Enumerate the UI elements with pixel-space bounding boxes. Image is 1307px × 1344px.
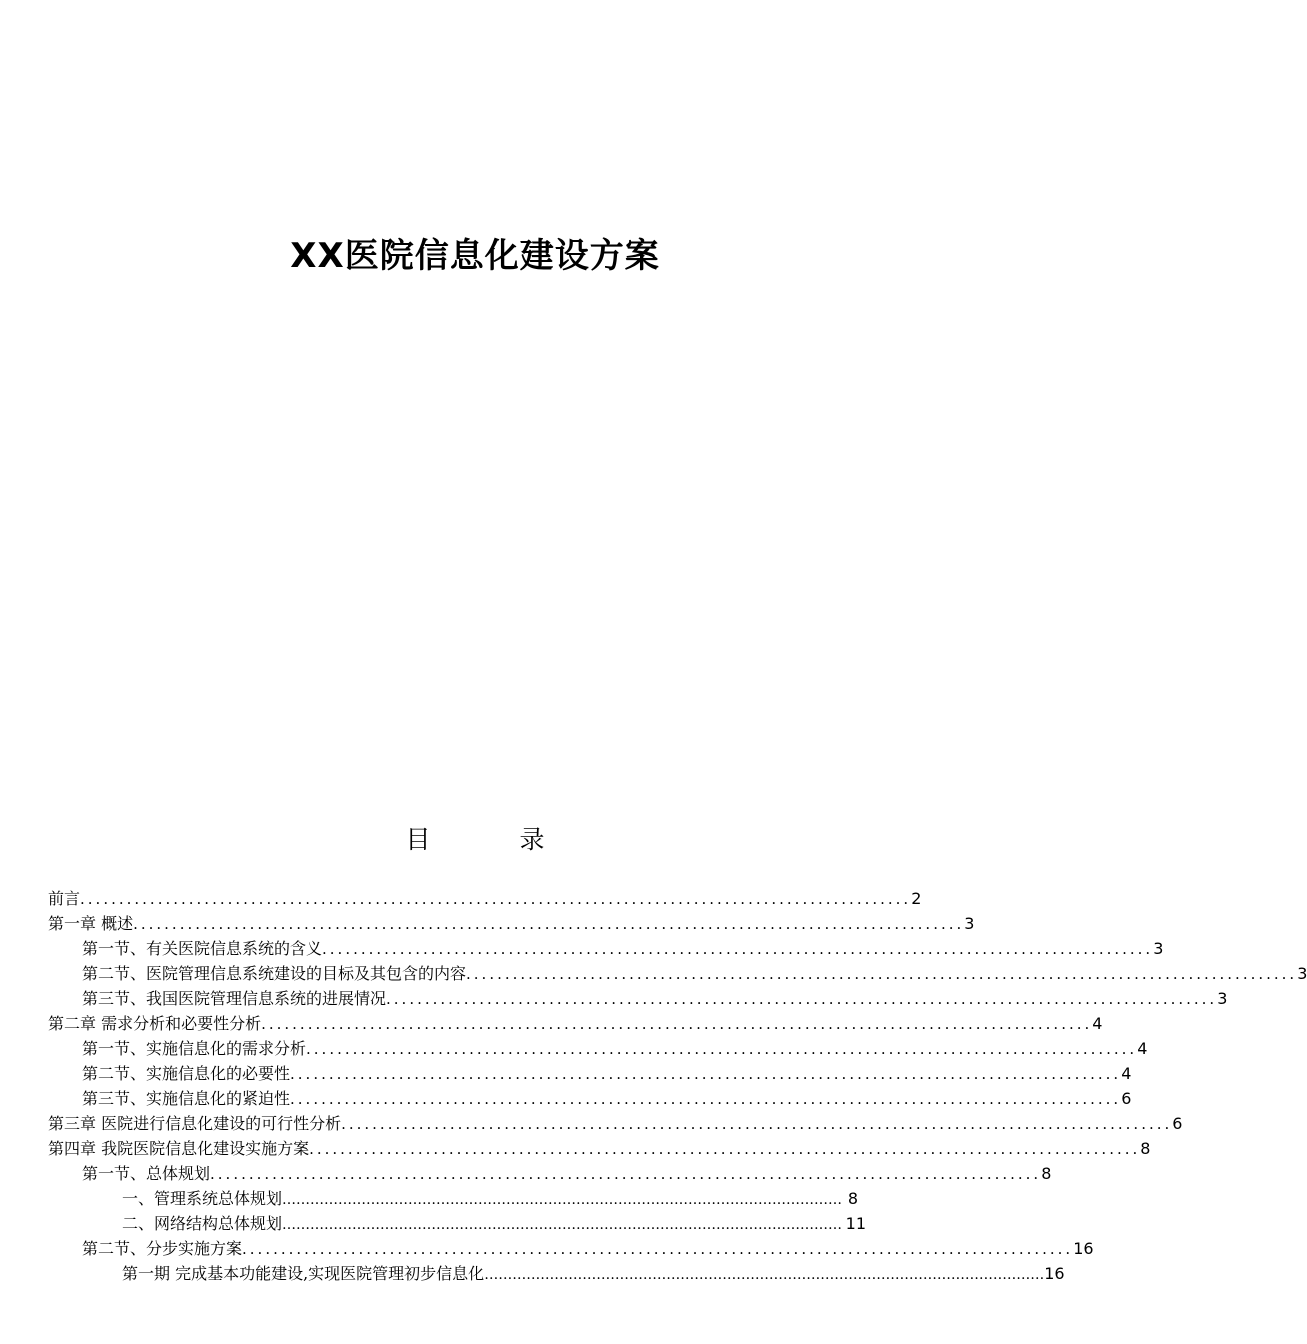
toc-entry-label: 第四章 我院医院信息化建设实施方案: [48, 1139, 310, 1158]
toc-page-number: 8: [847, 1189, 858, 1208]
toc-page-number: 6: [1121, 1089, 1132, 1108]
toc-page-number: 8: [1140, 1139, 1151, 1158]
toc-entry-ch1-sec2[interactable]: [82, 961, 1307, 986]
toc-entry-ch4-sec2[interactable]: [82, 1236, 1094, 1261]
toc-entry-ch1-sec1[interactable]: [82, 936, 1164, 961]
toc-leader: ...........................................................................................................: [341, 1115, 1173, 1133]
toc-page-number: 4: [1121, 1064, 1132, 1083]
toc-leader: ...........................................................................................................: [290, 1065, 1122, 1083]
toc-leader: ...........................................................................................................: [322, 940, 1154, 958]
toc-page-number: 3: [964, 914, 975, 933]
toc-page-number: 4: [1092, 1014, 1103, 1033]
toc-page-number: 4: [1137, 1039, 1148, 1058]
toc-page-number: 16: [1044, 1264, 1065, 1283]
toc-leader: …………………………………………………………………………………………………………: [282, 1217, 843, 1233]
toc-entry-label: 第三章 医院进行信息化建设的可行性分析: [48, 1114, 342, 1133]
toc-leader: …………………………………………………………………………………………………………: [484, 1267, 1045, 1283]
toc-leader: ...........................................................................................................: [386, 990, 1218, 1008]
toc-entry-chapter-4[interactable]: [48, 1136, 1151, 1161]
toc-leader: ...........................................................................................................: [261, 1015, 1093, 1033]
document-title: XX医院信息化建设方案: [290, 236, 660, 276]
toc-page-number: 16: [1073, 1239, 1094, 1258]
toc-entry-preface[interactable]: [48, 886, 922, 911]
toc-page-number: 8: [1041, 1164, 1052, 1183]
toc-entry-label: 第一期 完成基本功能建设,实现医院管理初步信息化: [122, 1264, 485, 1283]
toc-page-number: 2: [911, 889, 922, 908]
toc-leader: ...........................................................................................................: [309, 1140, 1141, 1158]
toc-entry-ch1-sec3[interactable]: [82, 986, 1228, 1011]
toc-entry-chapter-3[interactable]: [48, 1111, 1183, 1136]
toc-entry-label: 第一节、实施信息化的需求分析: [82, 1039, 307, 1058]
toc-entry-label: 第二节、医院管理信息系统建设的目标及其包含的内容: [82, 964, 467, 983]
toc-page-number: 11: [845, 1214, 866, 1233]
toc-entry-label: 前言: [48, 889, 81, 908]
toc-heading: 目 录: [405, 825, 577, 854]
toc-leader: …………………………………………………………………………………………………………: [282, 1192, 843, 1208]
toc-entry-label: 第一章 概述: [48, 914, 134, 933]
toc-entry-label: 第二章 需求分析和必要性分析: [48, 1014, 262, 1033]
toc-leader: ...........................................................................................................: [242, 1240, 1074, 1258]
toc-entry-ch4-sec1[interactable]: [82, 1161, 1052, 1186]
toc-entry-ch4-sec2-phase1[interactable]: [122, 1261, 1065, 1286]
toc-entry-label: 第三节、实施信息化的紧迫性: [82, 1089, 291, 1108]
toc-leader: ...........................................................................................................: [290, 1090, 1122, 1108]
toc-entry-label: 第二节、实施信息化的必要性: [82, 1064, 291, 1083]
toc-entry-chapter-1[interactable]: [48, 911, 975, 936]
toc-entry-ch2-sec3[interactable]: [82, 1086, 1132, 1111]
toc-leader: ...........................................................................................................: [466, 965, 1298, 983]
toc-entry-ch4-sec1-item2[interactable]: [122, 1211, 866, 1236]
toc-leader: ...........................................................................................................: [306, 1040, 1138, 1058]
toc-leader: ...........................................................................................................: [80, 890, 912, 908]
toc-entry-label: 第二节、分步实施方案: [82, 1239, 243, 1258]
toc-leader: ...........................................................................................................: [210, 1165, 1042, 1183]
toc-entry-label: 第一节、总体规划: [82, 1164, 211, 1183]
toc-entry-label: 一、管理系统总体规划: [122, 1189, 283, 1208]
toc-entry-chapter-2[interactable]: [48, 1011, 1103, 1036]
toc-entry-label: 第三节、我国医院管理信息系统的进展情况: [82, 989, 387, 1008]
toc-entry-ch2-sec2[interactable]: [82, 1061, 1132, 1086]
toc-entry-ch2-sec1[interactable]: [82, 1036, 1148, 1061]
toc-leader: ...........................................................................................................: [133, 915, 965, 933]
toc-entry-label: 二、网络结构总体规划: [122, 1214, 283, 1233]
toc-entry-label: 第一节、有关医院信息系统的含义: [82, 939, 323, 958]
toc-entry-ch4-sec1-item1[interactable]: [122, 1186, 858, 1211]
toc-page-number: 3: [1153, 939, 1164, 958]
toc-page-number: 6: [1172, 1114, 1183, 1133]
toc-page-number: 3: [1297, 964, 1307, 983]
toc-page-number: 3: [1217, 989, 1228, 1008]
